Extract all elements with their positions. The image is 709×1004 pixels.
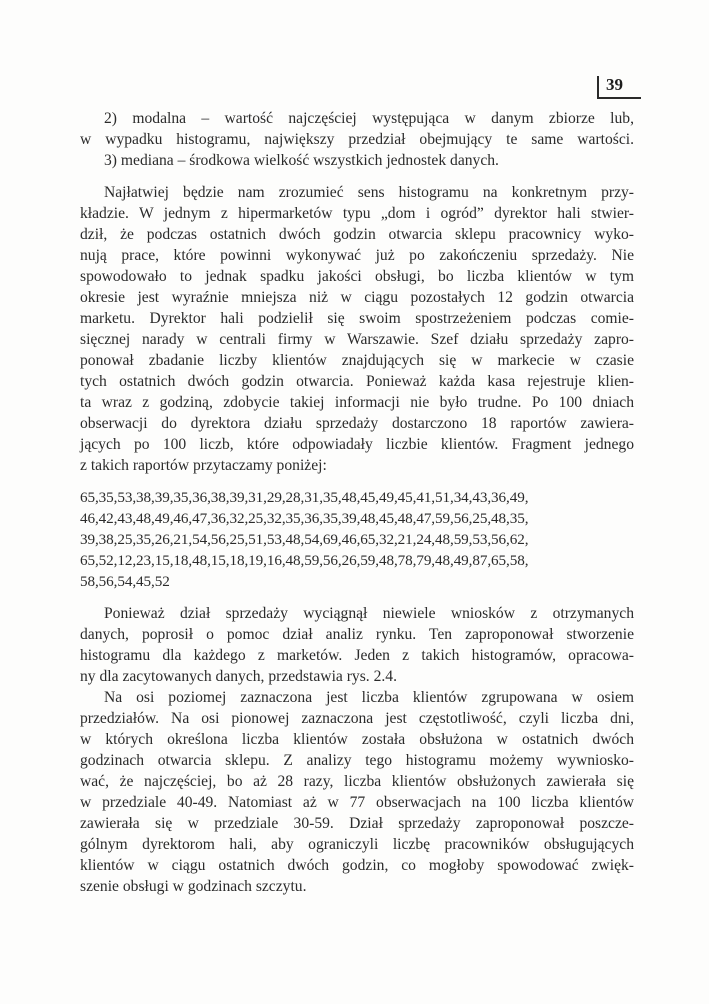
para1-line: Najłatwiej będzie nam zrozumieć sens histogramu na konkretnym przy- — [104, 184, 634, 201]
para1-line: obserwacji do dyrektora działu sprzedaży dostarczono 18 raportów zawiera- — [80, 415, 634, 432]
para1-line: nują prace, które powinni wykonywać już po zakończeniu sprzedaży. Nie — [80, 247, 634, 264]
para1-line: kładzie. W jednym z hipermarketów typu „dom i ogród” dyrektor hali stwier- — [80, 205, 634, 222]
para2-line: danych, poprosił o pomoc dział analiz rynku. Ten zaproponował stworzenie — [80, 626, 634, 643]
numbers-line: 46,42,43,48,49,46,47,36,32,25,32,35,36,35,39,48,45,48,47,59,56,25,48,35, — [80, 510, 529, 527]
para3-block — [80, 687, 634, 897]
paragraph-gap — [80, 171, 634, 182]
para2-line: ny dla zacytowanych danych, przedstawia rys. 2.4. — [80, 668, 397, 685]
page-body-text — [80, 108, 634, 897]
para1-line: jących po 100 liczb, które odpowiadały liczbie klientów. Fragment jednego — [80, 436, 634, 453]
para1-line: marketu. Dyrektor hali podzielił się swoim spostrzeżeniem podczas comie- — [80, 310, 634, 327]
para2-line: Ponieważ dział sprzedaży wyciągnął niewiele wniosków z otrzymanych — [104, 605, 634, 622]
para3-line: Na osi poziomej zaznaczona jest liczba klientów zgrupowana w osiem — [104, 689, 634, 706]
para1-line: ponował zbadanie liczby klientów znajdujących się w markecie w czasie — [80, 352, 634, 369]
para3-line: zawierała się w przedziale 30-59. Dział sprzedaży zaproponował poszcze- — [80, 815, 634, 832]
para3-line: gólnym dyrektorom hali, aby ograniczyli liczbę pracowników obsługujących — [80, 836, 634, 853]
para3-line: szenie obsługi w godzinach szczytu. — [80, 878, 307, 895]
para3-line: przedziałów. Na osi pionowej zaznaczona jest częstotliwość, czyli liczba dni, — [80, 710, 634, 727]
para1-line: tych ostatnich dwóch godzin otwarcia. Ponieważ każda kasa rejestruje klien- — [80, 373, 634, 390]
list-line: 2) modalna – wartość najczęściej występująca w danym zbiorze lub, — [104, 110, 634, 127]
paragraph-gap — [80, 476, 634, 487]
paragraph-gap — [80, 592, 634, 603]
para3-line: w których określona liczba klientów została obsłużona w ostatnich dwóch — [80, 731, 634, 748]
para1-line: sięcznej narady w centrali firmy w Warszawie. Szef działu sprzedaży zapro- — [80, 331, 634, 348]
page-number-rule-vertical — [597, 76, 599, 97]
para3-line: w przedziale 40-49. Natomiast aż w 77 obserwacjach na 100 liczba klientów — [80, 794, 634, 811]
para1-line: ta wraz z godziną, zdobycie takiej informacji nie było trudne. Po 100 dniach — [80, 394, 634, 411]
para2-line: histogramu dla każdego z marketów. Jeden z takich histogramów, opracowa- — [80, 647, 634, 664]
page-number: 39 — [606, 75, 623, 94]
page-number-rule-horizontal — [597, 97, 641, 99]
numbers-block — [80, 487, 634, 592]
page-number-box — [597, 76, 641, 98]
para1-line: spowodowało to jednak spadku jakości obsługi, bo liczba klientów w tym — [80, 268, 634, 285]
numbers-line: 65,52,12,23,15,18,48,15,18,19,16,48,59,56,26,59,48,78,79,48,49,87,65,58, — [80, 552, 529, 569]
numbers-line: 58,56,54,45,52 — [80, 573, 170, 590]
list-line: 3) mediana – środkowa wielkość wszystkich jednostek danych. — [104, 152, 499, 169]
para1-line: okresie jest wyraźnie mniejsza niż w ciągu pozostałych 12 godzin otwarcia — [80, 289, 634, 306]
para1-block — [80, 182, 634, 476]
para1-line: z takich raportów przytaczamy poniżej: — [80, 457, 327, 474]
list-block — [80, 108, 634, 171]
para3-line: wać, że najczęściej, bo aż 28 razy, liczba klientów obsłużonych zawierała się — [80, 773, 634, 790]
list-line: w wypadku histogramu, największy przedział obejmujący te same wartości. — [80, 131, 634, 148]
para3-line: klientów w ciągu ostatnich dwóch godzin, co mogłoby spowodować zwięk- — [80, 857, 634, 874]
para2-block — [80, 603, 634, 687]
para3-line: godzinach otwarcia sklepu. Z analizy tego histogramu możemy wywniosko- — [80, 752, 634, 769]
numbers-line: 65,35,53,38,39,35,36,38,39,31,29,28,31,35,48,45,49,45,41,51,34,43,36,49, — [80, 489, 529, 506]
para1-line: dził, że podczas ostatnich dwóch godzin otwarcia sklepu pracownicy wyko- — [80, 226, 634, 243]
numbers-line: 39,38,25,35,26,21,54,56,25,51,53,48,54,69,46,65,32,21,24,48,59,53,56,62, — [80, 531, 529, 548]
